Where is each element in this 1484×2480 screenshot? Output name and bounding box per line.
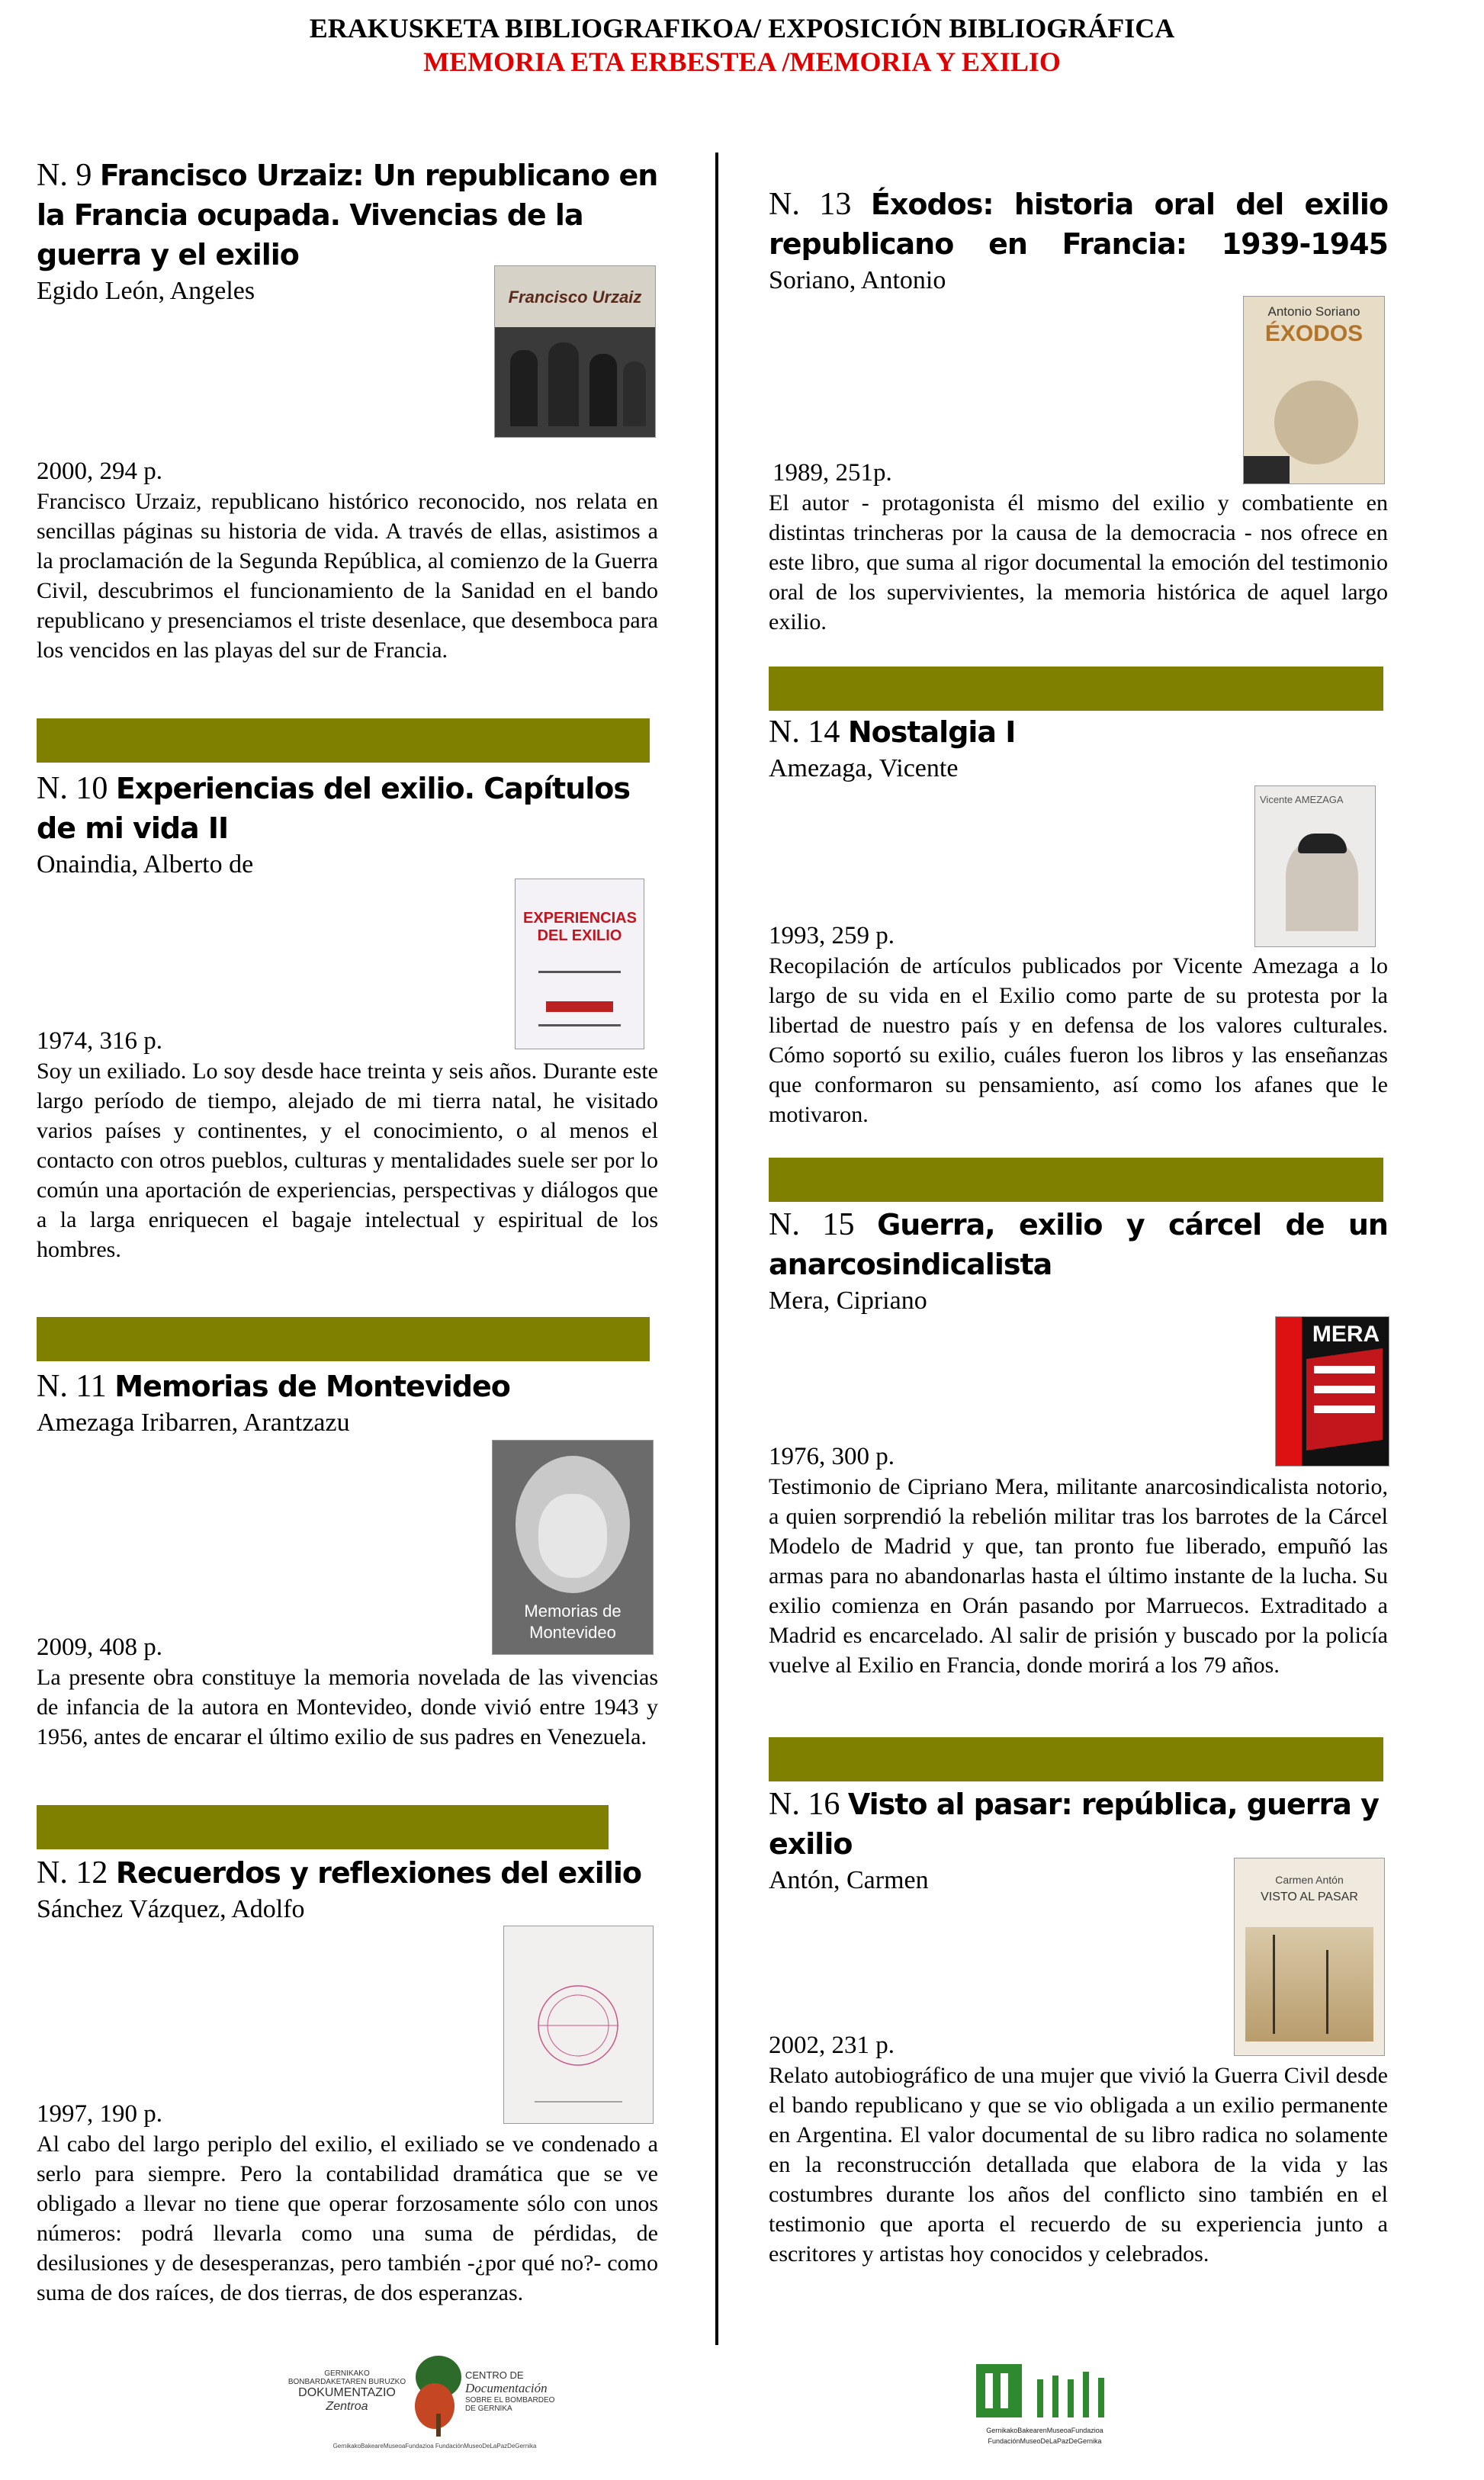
entry-number: N. 12 — [37, 1855, 108, 1891]
logo-left-line-3: DOKUMENTAZIO — [298, 2386, 396, 2399]
book-author: Amezaga, Vicente — [769, 754, 959, 782]
entry-number: N. 15 — [769, 1207, 855, 1242]
book-description: El autor - protagonista él mismo del exilio y combatiente en distintas trincheras por la causa de la democracia - nos ofrece en este libro, que suma al rigor documental la emoción del testimonio oral de los supervivientes, la memoria histórica de aquel largo exilio. — [769, 490, 1388, 634]
cover-title: ÉXODOS — [1264, 321, 1364, 346]
book-title: Francisco Urzaiz: Un republicano en la Francia ocupada. Vivencias de la guerra y el exilio — [37, 159, 658, 271]
book-author: Onaindia, Alberto de — [37, 850, 254, 879]
book-author: Soriano, Antonio — [769, 266, 946, 294]
publication-info: 1993, 259 p. — [769, 922, 895, 949]
entry-number: N. 14 — [769, 715, 840, 750]
publication-info: 2009, 408 p. — [37, 1634, 162, 1661]
cover-title: Francisco Urzaiz — [508, 288, 642, 307]
book-author: Egido León, Angeles — [37, 277, 255, 305]
museum-logo-icon — [968, 2356, 1121, 2425]
entry-11 — [37, 1367, 658, 1440]
exhibition-subtitle: MEMORIA ETA ERBESTEA /MEMORIA Y EXILIO — [423, 47, 1061, 77]
book-title: Recuerdos y reflexiones del exilio — [115, 1856, 641, 1890]
logo-right-line-2: Documentación — [465, 2381, 548, 2395]
entry-12-details — [37, 2099, 658, 2308]
cover-art — [504, 1926, 653, 2123]
book-description: Relato autobiográfico de una mujer que vivió la Guerra Civil desde el bando republicano y que se vio obligada a un exilio permanente en Argentina. El valor documental de su libro radica no solamente en la reconstrucción detallada que elabora de la vida y las costumbres durante los años del conflicto sino también en el testimonio que aporta el recuerdo de su experiencia junto a escritores y artistas hoy conocidos y celebrados. — [769, 2063, 1388, 2266]
separator-bar — [769, 667, 1383, 711]
entry-15-details — [769, 1441, 1388, 1680]
book-author: Sánchez Vázquez, Adolfo — [37, 1895, 305, 1923]
entry-13 — [769, 185, 1388, 297]
book-cover — [503, 1926, 654, 2124]
separator-bar — [37, 1317, 650, 1361]
separator-bar — [769, 1158, 1383, 1202]
entry-title — [37, 1853, 658, 1893]
entry-11-details — [37, 1632, 658, 1752]
entry-14-details — [769, 920, 1388, 1129]
cover-author: Vicente AMEZAGA — [1260, 794, 1344, 805]
book-description: La presente obra constituye la memoria novelada de las vivencias de infancia de la autora en Montevideo, donde vivió entre 1943 y 1956, antes de encarar el último exilio de sus padres en Venezuela. — [37, 1665, 658, 1749]
entry-title — [769, 185, 1388, 264]
publication-info: 1976, 300 p. — [769, 1443, 895, 1470]
cover-title: MERA — [1312, 1322, 1380, 1347]
logo-left-line-1: GERNIKAKO — [324, 2369, 370, 2378]
entry-number: N. 10 — [37, 771, 108, 806]
book-title: Guerra, exilio y cárcel de un anarcosindicalista — [769, 1208, 1388, 1281]
book-title: Visto al pasar: república, guerra y exilio — [769, 1788, 1379, 1861]
museum-name-eu: GernikakoBakearenMuseoaFundazioa — [986, 2427, 1103, 2434]
cover-author: Carmen Antón — [1275, 1874, 1344, 1886]
peace-museum-logo — [968, 2356, 1121, 2456]
logo-right-line-1: CENTRO DE — [465, 2369, 524, 2381]
book-cover — [1234, 1858, 1385, 2056]
book-cover — [494, 265, 656, 438]
entry-number: N. 16 — [769, 1787, 840, 1822]
entry-13-details — [769, 458, 1388, 637]
logo-right-line-3: SOBRE EL BOMBARDEO — [465, 2396, 555, 2405]
entry-title — [769, 1785, 1388, 1864]
separator-bar — [37, 718, 650, 763]
separator-bar — [769, 1737, 1383, 1781]
entry-15 — [769, 1205, 1388, 1318]
book-title: Memorias de Montevideo — [114, 1370, 510, 1403]
column-divider — [715, 153, 718, 2345]
book-description: Francisco Urzaiz, republicano histórico reconocido, nos relata en sencillas páginas su historia de vida. A través de ellas, asistimos a la proclamación de la Segunda República, al comienzo de la Guerra Civil, descubrimos el funcionamiento de la Sanidad en el bando republicano y presenciamos el triste desenlace, que desemboca para los vencidos en las playas del sur de Francia. — [37, 489, 658, 663]
logo-bottom-line: GernikakoBakeareMuseoaFundazioa FundaciónMuseoDeLaPazDeGernika — [332, 2443, 537, 2449]
entry-title — [37, 769, 658, 848]
entry-title — [769, 1205, 1388, 1284]
entry-16-details — [769, 2030, 1388, 2269]
cover-author: Antonio Soriano — [1267, 304, 1360, 319]
entry-title — [37, 1367, 658, 1406]
cover-title: VISTO AL PASAR — [1261, 1891, 1358, 1903]
book-cover — [515, 879, 644, 1049]
cover-title: EXPERIENCIAS DEL EXILIO — [523, 910, 637, 944]
entry-12 — [37, 1853, 658, 1926]
entry-10 — [37, 769, 658, 882]
book-title: Experiencias del exilio. Capítulos de mi vida II — [37, 772, 631, 845]
logo-right-line-4: DE GERNIKA — [465, 2405, 512, 2413]
book-title: Éxodos: historia oral del exilio republicano en Francia: 1939-1945 — [769, 188, 1388, 261]
entry-14 — [769, 712, 1388, 785]
book-author: Mera, Cipriano — [769, 1287, 927, 1315]
cover-title: Memorias de Montevideo — [524, 1601, 622, 1642]
documentation-center-logo — [275, 2353, 595, 2456]
entry-9-details — [37, 456, 658, 665]
separator-bar — [37, 1805, 609, 1849]
museum-name-es: FundaciónMuseoDeLaPazDeGernika — [988, 2437, 1102, 2445]
tree-icon — [412, 2353, 465, 2437]
book-cover — [492, 1440, 654, 1655]
entry-10-details — [37, 1026, 658, 1264]
book-description: Soy un exiliado. Lo soy desde hace treinta y seis años. Durante este largo período de tiempo, alejado de mi tierra natal, he visitado varios países y continentes, y el conocimiento, o al menos el contacto con otros pueblos, culturas y mentalidades suele ser por lo común una aportación de experiencias, perspectivas y diálogos que a la larga enriquecen el bagaje intelectual y espiritual de los hombres. — [37, 1058, 658, 1262]
publication-info: 2000, 294 p. — [37, 458, 162, 485]
entry-title — [769, 712, 1388, 752]
book-author: Amezaga Iribarren, Arantzazu — [37, 1409, 350, 1437]
logo-left-line-2: BONBARDAKETAREN BURUZKO — [287, 2378, 406, 2386]
entry-title — [37, 156, 658, 275]
entry-number: N. 11 — [37, 1369, 107, 1404]
entry-number: N. 9 — [37, 158, 92, 193]
publication-info: 2002, 231 p. — [769, 2032, 895, 2059]
publication-info: 1989, 251p. — [773, 459, 892, 487]
book-author: Antón, Carmen — [769, 1866, 929, 1894]
exhibition-title: ERAKUSKETA BIBLIOGRAFIKOA/ EXPOSICIÓN BIBLIOGRÁFICA — [309, 13, 1175, 43]
publication-info: 1974, 316 p. — [37, 1027, 162, 1055]
book-cover — [1243, 296, 1385, 484]
book-description: Recopilación de artículos publicados por Vicente Amezaga a lo largo de su vida en el Exilio como parte de su protesta por la libertad de nuestro país y en defensa de los valores culturales. Cómo soportó su exilio, cuáles fueron los libros y las enseñanzas que conformaron su pensamiento, así como los afanes que le motivaron. — [769, 953, 1388, 1127]
book-description: Al cabo del largo periplo del exilio, el exiliado se ve condenado a serlo para siempre. Pero la contabilidad dramática que se ve obligado a llevar no tiene que operar forzosamente sólo con unos números: podrá llevarla como una suma de pérdidas, de desilusiones y de desesperanzas, pero también -¿por qué no?- como suma de dos raíces, de dos tierras, de dos esperanzas. — [37, 2131, 658, 2305]
book-description: Testimonio de Cipriano Mera, militante anarcosindicalista notorio, a quien sorprendió la rebelión militar tras los barrotes de la Cárcel Modelo de Madrid y que, tan pronto fue liberado, empuñó las armas para no abandonarlas hasta el último instante de la lucha. Su exilio comienza en Orán pasando por Marruecos. Extraditado a Madrid es encarcelado. Al salir de prisión y buscado por la policía vuelve al Exilio en Francia, donde morirá a los 79 años. — [769, 1474, 1388, 1678]
publication-info: 1997, 190 p. — [37, 2100, 162, 2128]
logo-left-line-4: Zentroa — [326, 2400, 368, 2413]
entry-number: N. 13 — [769, 187, 852, 222]
book-title: Nostalgia I — [847, 715, 1016, 749]
